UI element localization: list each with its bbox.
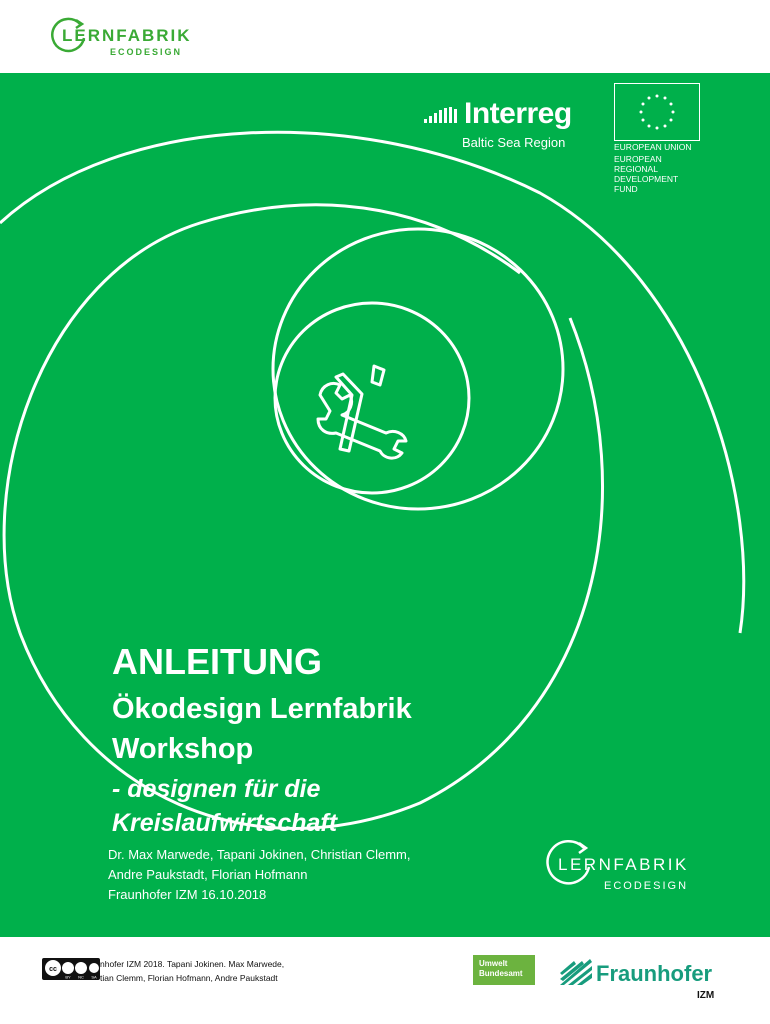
eu-line: EUROPEAN UNION bbox=[614, 142, 692, 152]
svg-text:cc: cc bbox=[49, 966, 57, 973]
eu-line: DEVELOPMENT bbox=[614, 174, 679, 184]
cover-panel bbox=[0, 73, 770, 937]
subtitle-line: - designen für die bbox=[112, 775, 321, 803]
logo-main-text: LERNFABRIK bbox=[62, 26, 192, 45]
wrench-screwdriver-icon bbox=[318, 366, 406, 458]
concentric-circles-graphic bbox=[0, 73, 770, 937]
license-line: tian Clemm, Florian Hofmann, Andre Paukstadt bbox=[100, 973, 278, 983]
authors-line: Fraunhofer IZM 16.10.2018 bbox=[108, 887, 267, 902]
authors-block bbox=[108, 845, 411, 905]
authors-line: Dr. Max Marwede, Tapani Jokinen, Christian Clemm, bbox=[108, 847, 411, 862]
title-line: Ökodesign Lernfabrik bbox=[112, 693, 412, 725]
signal-bars-icon bbox=[424, 105, 464, 125]
fraunhofer-unit: IZM bbox=[697, 990, 715, 1001]
fraunhofer-logo bbox=[560, 957, 730, 1007]
logo-sub-text: ECODESIGN bbox=[604, 880, 689, 892]
uba-line: Bundesamt bbox=[479, 969, 523, 978]
eu-line: REGIONAL bbox=[614, 164, 658, 174]
eu-line: EUROPEAN bbox=[614, 154, 662, 164]
svg-text:BY: BY bbox=[65, 974, 71, 980]
logo-main-text: LERNFABRIK bbox=[558, 855, 689, 874]
lernfabrik-logo-cover bbox=[544, 838, 704, 898]
lernfabrik-logo-top bbox=[50, 14, 192, 60]
title-heading: ANLEITUNG bbox=[112, 641, 322, 682]
umweltbundesamt-logo bbox=[473, 955, 535, 985]
fraunhofer-mark-icon bbox=[560, 959, 592, 985]
fraunhofer-name: Fraunhofer bbox=[596, 961, 713, 986]
eu-line: FUND bbox=[614, 184, 638, 194]
subtitle-line: Kreislaufwirtschaft bbox=[112, 809, 338, 837]
creative-commons-badge-icon bbox=[42, 958, 100, 980]
svg-text:NC: NC bbox=[78, 974, 84, 980]
license-line: nhofer IZM 2018. Tapani Jokinen. Max Marwede, bbox=[100, 959, 285, 969]
license-text bbox=[100, 957, 284, 985]
interreg-logo bbox=[424, 95, 604, 155]
eu-caption bbox=[614, 142, 691, 194]
interreg-region: Baltic Sea Region bbox=[462, 135, 566, 150]
title-line: Workshop bbox=[112, 733, 254, 765]
eu-flag-icon bbox=[614, 83, 700, 141]
logo-sub-text: ECODESIGN bbox=[110, 47, 183, 57]
svg-text:SA: SA bbox=[91, 974, 97, 980]
uba-line: Umwelt bbox=[479, 959, 508, 968]
interreg-name: Interreg bbox=[464, 97, 572, 130]
authors-line: Andre Paukstadt, Florian Hofmann bbox=[108, 867, 308, 882]
